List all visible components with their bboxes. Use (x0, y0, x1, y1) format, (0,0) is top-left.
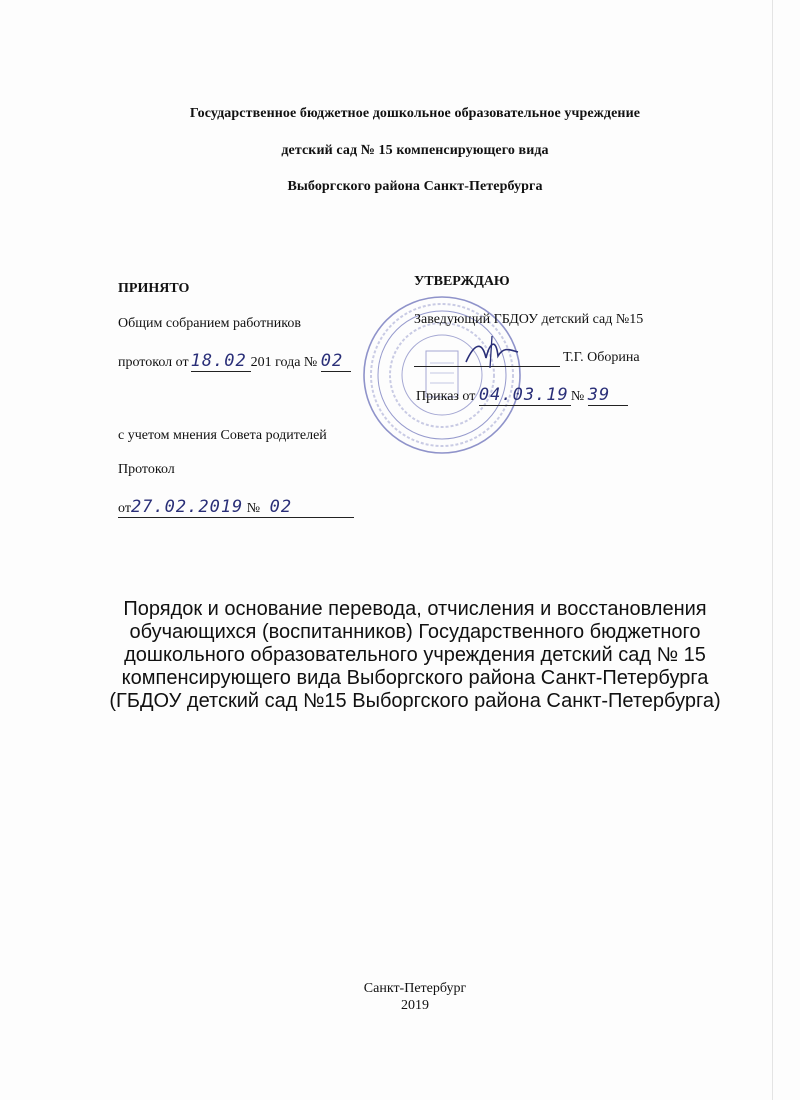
approver-name: Т.Г. Оборина (563, 350, 640, 365)
header-line-3: Выборгского района Санкт-Петербурга (287, 179, 543, 194)
approved-heading: УТВЕРЖДАЮ (414, 274, 510, 289)
protocol-mid: 201 года № (250, 355, 318, 370)
protocol-date: 18.02 (191, 351, 251, 372)
protocol2-date: 27.02.2019 (130, 497, 244, 517)
protocol2-label: Протокол (118, 462, 175, 477)
order-prefix: Приказ от (416, 389, 476, 404)
approved-position: Заведующий ГБДОУ детский сад №15 (414, 312, 644, 327)
signature (462, 332, 522, 372)
protocol-prefix: протокол от (118, 355, 189, 370)
protocol2-number: 02 (269, 497, 293, 517)
page-edge (772, 0, 773, 1100)
title-line: компенсирующего вида Выборгского района Санкт-Петербурга (121, 667, 709, 689)
protocol2-number-label: № (246, 501, 261, 516)
protocol-number: 02 (321, 351, 351, 372)
title-line: дошкольного образовательного учреждения детский сад № 15 (124, 644, 706, 666)
footer-city: Санкт-Петербург (363, 981, 467, 996)
parents-note: с учетом мнения Совета родителей (118, 428, 327, 443)
accepted-protocol-line (118, 351, 351, 372)
header-line-2: детский сад № 15 компенсирующего вида (281, 143, 549, 158)
header-line-1: Государственное бюджетное дошкольное образовательное учреждение (189, 106, 641, 121)
title-line: Порядок и основание перевода, отчисления и восстановления (123, 598, 707, 620)
protocol2-line (118, 497, 354, 518)
protocol2-prefix: от (118, 501, 131, 516)
footer (0, 980, 800, 1014)
order-number-label: № (570, 389, 585, 404)
order-date: 04.03.19 (479, 385, 571, 406)
order-line (416, 385, 628, 406)
accepted-body: Общим собранием работников (118, 316, 301, 331)
document-title (50, 598, 780, 713)
order-number: 39 (588, 385, 628, 406)
footer-year: 2019 (401, 998, 429, 1013)
title-line: (ГБДОУ детский сад №15 Выборгского района Санкт-Петербурга) (109, 690, 721, 712)
title-line: обучающихся (воспитанников) Государственного бюджетного (129, 621, 701, 643)
accepted-heading: ПРИНЯТО (118, 281, 190, 296)
